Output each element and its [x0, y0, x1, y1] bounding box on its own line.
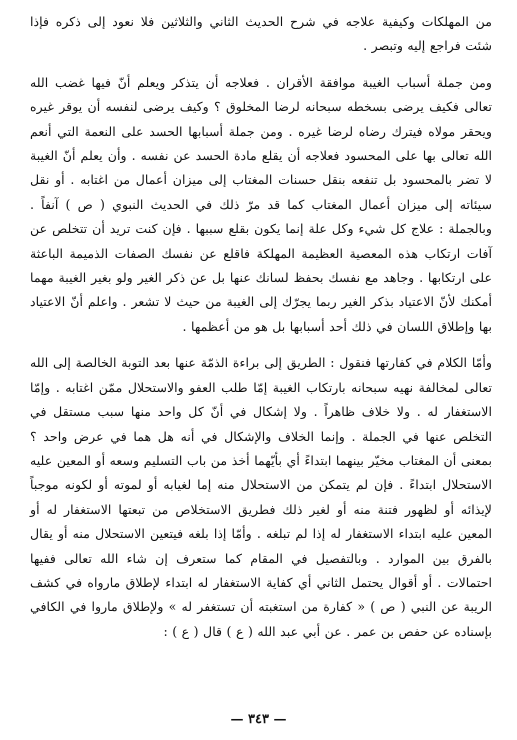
paragraph-1: من المهلكات وكيفية علاجه في شرح الحديث الثاني والثلاثين فلا نعود إلى ذكره فإذا شئت فراجع إليه وتبصر .	[30, 14, 492, 54]
page-number: — ٣٤٣ —	[230, 712, 287, 727]
page-body	[30, 10, 492, 644]
paragraph-2: ومن جملة أسباب الغيبة موافقة الأقران . فعلاجه أن يتذكر ويعلم أنّ فيها غضب الله تعالى فكيف يرضى بسخطه سبحانه لرضا المخلوق ؟ وكيف يرضى لنفسه أن يوقر غيره ويحقر مولاه فيترك رضاه لرضا غيره . ومن جملة أسبابها الحسد على النعمة التي أنعم الله تعالى بها على المحسود فعلاجه أن يقلع مادة الحسد عن نفسه . وأن يعلم أنّ الغيبة لا تضر بالمحسود بل تنفعه بنقل حسنات المغتاب إلى ميزان أعمال من اغتابه . أو نقل سيئاته إلى ميزان أعمال المغتاب كما قد مرّ ذلك في الحديث النبوي ( ص ) آنفاً . وبالجملة : علاج كل شيء وكل علة إنما يكون بقلع سببها . فإن كنت تريد أن تتخلص عن آفات ارتكاب هذه المعصية العظيمة المهلكة فاقلع عن نفسك الصفات الذميمة الباعثة على ارتكابها . وجاهد مع نفسك بحفظ لسانك عنها بل عن ذكر الغير ولو بغير الغيبة مهما أمكنك لأنّ الاعتياد بذكر الغير ربما يجرّك إلى الغيبة من حيث لا تشعر . واعلم أنّ الاعتياد بها وإطلاق اللسان في ذلك أحد أسبابها بل هو من أعظمها .	[30, 74, 492, 334]
paragraph-3: وأمّا الكلام في كفارتها فنقول : الطريق إلى براءة الذمّة عنها بعد التوبة الخالصة إلى الله تعالى لمخالفة نهيه سبحانه بارتكاب الغيبة إمّا طلب العفو والاستحلال ممّن اغتابه . وإمّا الاستغفار له . ولا خلاف ظاهراً . ولا إشكال في أنّ كل واحد منها سبب مستقل في التخلص عنها في الجملة . وإنما الخلاف والإشكال في أنه هل هما في عرض واحد ؟ بمعنى أن المغتاب مخيّر بينهما ابتداءً أي بأيّهما أخذ من باب التسليم وسعه أو المعين عليه الاستحلال ابتداءً . فإن لم يتمكن من الاستحلال منه إما لغيابه أو لموته أو لكونه موجباً لإيذائه أو لظهور فتنة منه أو لغير ذلك فطريق الاستخلاص من تبعتها الاستغفار له أو المعين عليه ابتداء الاستغفار له إذا لم تبلغه . وأمّا إذا بلغه فيتعين الاستحلال منه أو يقال بالفرق بين الموارد . وبالتفصيل في المقام كما ستعرف إن شاء الله تعالى ففيها احتمالات . أو أقوال يحتمل الثاني أي كفاية الاستغفار له ابتداء لإطلاق مارواه في كشف الريبة عن النبي ( ص ) « كفارة من استغبته أن تستغفر له » ولإطلاق ماروا في الكافي بإسناده عن حفص بن عمر . عن أبي عبد الله ( ع ) قال ( ع ) :	[30, 355, 492, 639]
